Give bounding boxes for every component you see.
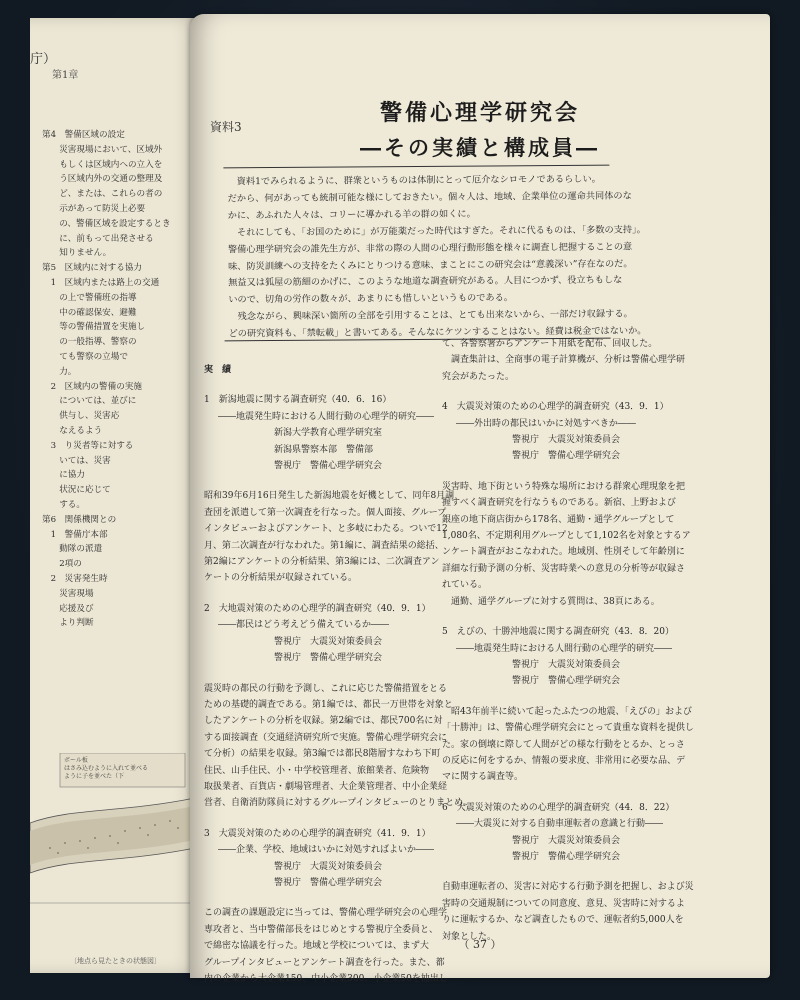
left-page-line: に、前もって出発させる xyxy=(42,233,154,244)
entry-body-line: 自動車運転者の、災害に対応する行動予測を把握し、および災 xyxy=(442,882,694,893)
entry-body-line: 通勤、通学グループに対する質問は、38頁にある。 xyxy=(442,596,660,607)
entry-title: 4 大震災対策のための心理学的調査研究（43．9．1） xyxy=(442,402,669,413)
spacer xyxy=(204,474,444,488)
entry-org: 新潟大学教育心理学研究室 xyxy=(274,428,383,439)
left-page-line: する。 xyxy=(42,499,85,510)
entry-subtitle: ――地震発生時における人間行動の心理学的研究―― xyxy=(218,411,435,422)
left-page-line: いては、災害 xyxy=(42,455,111,466)
left-page xyxy=(30,18,205,973)
left-page-line: に協力 xyxy=(42,470,85,481)
left-page-line: 2 区域内の警備の実施 xyxy=(42,381,142,392)
left-page-line: 災害現場において、区域外 xyxy=(42,144,163,155)
entry-body-line: て分析）の結果を収録。第3編では都民8階層すなわち下町 xyxy=(204,749,441,760)
entry-body-line: インタビューおよびアンケート、と多岐にわたる。ついで12 xyxy=(204,524,448,535)
entry-org: 警視庁 大震災対策委員会 xyxy=(512,435,621,446)
entry-body-line: マに関する調査等。 xyxy=(442,772,524,783)
entry-body-line: で綿密な協議を行った。地域と学校については、まず大 xyxy=(204,941,429,952)
left-page-line: については、並びに xyxy=(42,396,137,407)
entry-org: 警視庁 警備心理学研究会 xyxy=(512,851,621,862)
entry-org: 警視庁 警備心理学研究会 xyxy=(274,877,383,888)
intro-line: それにしても、「お国のために」が万能薬だった時代はすぎた。それに代るものは、「多数の支持」。 xyxy=(237,224,646,238)
intro-line: 残念ながら、興味深い箇所の全部を引用することは、とても出来ないから、一部だけ収録する。 xyxy=(237,308,633,323)
entry-body-line: 営者、自衛消防隊員に対するグループインタビューのとりまとめ。 xyxy=(204,798,472,809)
page-subtitle: ―その実績と構成員― xyxy=(360,135,600,160)
intro-line: だから、何があっても統制可能な様にしておきたい。個々人は、地域、企業単位の運命共同体のな xyxy=(227,190,632,205)
entry-body-line: 1,080名、不定期利用グループとして1,102名を対象とするア xyxy=(442,531,691,542)
left-page-line: 1 区域内または路上の交通 xyxy=(42,277,160,288)
left-page-line: 状況に応じて xyxy=(42,485,111,496)
left-page-line: 1 警備庁本部 xyxy=(42,529,108,540)
figure-label-line: はさみ込むように入れて並べる xyxy=(64,765,149,772)
entry-body-line: この調査の課題設定に当っては、警備心理学研究会の心理学 xyxy=(204,908,448,919)
spacer xyxy=(442,610,672,624)
entry-body-line: 査団を派遣して第一次調査を行なった。個人面接、グループ xyxy=(204,507,447,518)
spacer xyxy=(442,385,672,399)
spacer xyxy=(442,690,672,704)
intro-line: いので、切角の労作の数々が、あまりにも惜しいというものである。 xyxy=(228,292,513,306)
entry-org: 警視庁 大震災対策委員会 xyxy=(512,835,621,846)
entry-body-line: 内の企業から大企業150、中小企業300、小企業50を抽出し xyxy=(204,974,448,984)
document-tag: 資料3 xyxy=(210,120,242,134)
entry-org: 警視庁 警備心理学研究会 xyxy=(512,451,621,462)
entry-body-line: 握すべく調査研究を行なうものである。新宿、上野および xyxy=(442,498,676,509)
section-heading: 実 績 xyxy=(204,365,232,375)
left-page-line: の、警備区域を設定するとき xyxy=(42,218,171,229)
left-page-chapter: 第1章 xyxy=(52,70,79,81)
intro-line: 資料1でみられるように、群衆というものは体制にとって厄介なシロモノであるらしい。 xyxy=(236,173,601,188)
entry-title: 1 新潟地震に関する調査研究（40．6．16） xyxy=(204,395,392,406)
left-page-line: の上で警備班の指導 xyxy=(42,292,137,303)
intro-box xyxy=(223,165,647,342)
lead-line: て、各警察署からアンケート用紙を配布、回収した。 xyxy=(442,339,658,349)
left-page-line: もしくは区域内への立入を xyxy=(42,159,163,170)
entry-body-line: する面接調査（交通経済研究所で実施。警備心理学研究会に xyxy=(204,732,448,743)
figure-label-line: ように子を並べた（下 xyxy=(64,773,125,780)
spacer xyxy=(204,587,444,601)
entry-body-line: 対象とした。 xyxy=(442,931,497,942)
intro-line: 味、防災訓練への支持をたくみにとりつける意味、まことにこの研究会は“意義深い”存在なのだ。 xyxy=(228,258,633,272)
entry-body-line: た。家の倒壊に際して人間がどの様な行動をとるか、とっさ xyxy=(442,739,685,750)
entry-subtitle: ――都民はどう考えどう備えているか―― xyxy=(218,620,390,631)
entry-body-line: の反応に何をするか、情報の要求度、非常用に必要な品、デ xyxy=(442,755,686,766)
left-page-figure-caption: 〔地点ら見たときの状態図〕 xyxy=(70,957,161,965)
left-page-line: 動隊の派遣 xyxy=(42,544,103,555)
entry-body-line: 害時の交通規制についての同意度、意見、災害時に対するよ xyxy=(442,898,685,909)
entry-body-line: れている。 xyxy=(442,580,488,591)
left-page-text xyxy=(42,128,192,631)
entry-body-line: ための基礎的調査である。第1編では、都民一万世帯を対象と xyxy=(204,699,453,710)
left-page-line: 第5 区域内に対する協力 xyxy=(42,263,142,274)
spacer xyxy=(204,667,444,681)
entry-title: 6 大震災対策のための心理学的調査研究（44．8．22） xyxy=(442,802,675,813)
entry-body-line: ンケート調査がおこなわれた。地域別、性別そして年齢別に xyxy=(442,547,685,558)
right-page xyxy=(190,14,770,984)
entry-body-line: 第2編にアンケートの分析結果、第3編には、二次調査アン xyxy=(204,557,440,568)
left-page-line: 供与し、災害応 xyxy=(42,411,120,422)
left-page-line: 2項の xyxy=(42,559,82,570)
intro-line: どの研究資料も、「禁転載」と書いてある。そんなにケツンすることはない。経費は税金ではないか。 xyxy=(228,325,647,340)
column-right xyxy=(442,336,694,945)
left-page-line: 3 り災者等に対する xyxy=(42,440,134,451)
spacer xyxy=(442,786,672,800)
page-title: 警備心理学研究会 xyxy=(379,100,580,126)
entry-org: 警視庁 大震災対策委員会 xyxy=(274,861,383,872)
entry-org: 新潟県警察本部 警備部 xyxy=(274,444,374,455)
intro-line: 無益又は狐屋の筋細のかげに、このような地道な調査研究がある。人目につかず、役立ちもしな xyxy=(228,275,623,289)
left-page-figure xyxy=(30,753,195,953)
entry-body-line: グループインタビューとアンケート調査を行った。また、都 xyxy=(204,957,445,968)
entry-body-line: したアンケートの分析を収録。第2編では、都民700名に対 xyxy=(204,716,443,727)
entry-subtitle: ――大震災に対する自動車運転者の意識と行動―― xyxy=(456,819,664,830)
entry-org: 警視庁 警備心理学研究会 xyxy=(274,461,383,472)
spacer xyxy=(204,812,444,826)
left-page-line: より判断 xyxy=(42,618,94,629)
entry-body-line: 専攻者と、当中警備部長をはじめとする警視庁全委員と、 xyxy=(204,924,439,935)
entry-title: 2 大地震対策のための心理学的調査研究（40．9．1） xyxy=(204,603,431,614)
entry-body-line: 災害時、地下街という特殊な場所における群衆心理現象を把 xyxy=(442,481,686,492)
entry-org: 警視庁 大震災対策委員会 xyxy=(512,659,621,670)
figure-label-line: ボール板 xyxy=(64,757,88,764)
lead-line: 調査集計は、全商事の電子計算機が、分析は警備心理学研 xyxy=(442,355,686,366)
spacer xyxy=(204,378,444,392)
left-page-line: 知りません。 xyxy=(42,248,112,259)
left-page-line: 災害現場 xyxy=(42,588,94,599)
left-page-line: ど、または、これらの者の xyxy=(42,189,163,200)
left-page-line: 示があって防災上必要 xyxy=(42,203,146,214)
entry-body-line: 震災時の都民の行動を予測し、これに応じた警備措置をとる xyxy=(204,683,448,694)
page-number: （ 37 ） xyxy=(458,938,502,951)
entry-org: 警視庁 警備心理学研究会 xyxy=(512,676,621,687)
entry-body-line: 昭和39年6月16日発生した新潟地震を好機として、同年8月調 xyxy=(204,491,455,502)
entry-subtitle: ――地震発生時における人間行動の心理学的研究―― xyxy=(456,643,673,654)
entry-body-line: 「十勝沖」は、警備心理学研究会にとって貴重な資料を提供し xyxy=(442,723,694,734)
entry-body-line: ケートの分析結果が収録されている。 xyxy=(204,573,358,584)
intro-line: 警備心理学研究会の誰先生方が、非常の際の人間の心理行動形態を様々に調査し把握することの意 xyxy=(227,241,633,255)
left-page-header: 庁） xyxy=(30,52,57,67)
left-page-line: 応援及び xyxy=(42,603,94,614)
entry-body-line: 銀座の地下商店街から178名、通勤・通学グループとして xyxy=(442,514,675,525)
lead-line: 究会があたった。 xyxy=(442,371,515,382)
entry-body-line: 取扱業者、百貨店・劇場管理者、大企業管理者、中小企業経 xyxy=(204,781,448,792)
left-page-line: 力。 xyxy=(42,366,77,377)
entry-subtitle: ――外出時の都民はいかに対処すべきか―― xyxy=(456,418,636,429)
entry-title: 5 えびの、十勝沖地震に関する調査研究（43．8．20） xyxy=(442,627,674,638)
entry-body-line: 月、第二次調査が行なわれた。第1編に、調査結果の総括、 xyxy=(204,540,444,551)
entry-body-line: りに運転するか、など調査したもので、運転者約5,000人を xyxy=(442,915,684,926)
left-page-line: 2 災害発生時 xyxy=(42,573,108,584)
entry-subtitle: ――企業、学校、地域はいかに対処すればよいか―― xyxy=(218,845,435,856)
entry-org: 警視庁 大震災対策委員会 xyxy=(274,636,383,647)
entry-title: 3 大震災対策のための心理学的調査研究（41．9．1） xyxy=(204,828,431,839)
left-page-line: ても警察の立場で xyxy=(42,351,128,362)
spacer xyxy=(442,465,672,479)
left-page-line: 第6 関係機関との xyxy=(42,514,117,525)
left-page-line: 第4 警備区域の設定 xyxy=(42,130,125,140)
left-page-line: なえるよう xyxy=(42,425,103,436)
left-page-line: う区域内外の交通の整理及 xyxy=(42,174,163,185)
column-left xyxy=(204,362,472,987)
spacer xyxy=(442,865,672,879)
entry-org: 警視庁 警備心理学研究会 xyxy=(274,653,383,664)
entry-body-line: 昭43年前半に続いて起ったふたつの地震、「えびの」および xyxy=(442,706,692,717)
left-page-line: 等の警備措置を実施し xyxy=(42,322,146,333)
left-page-line: の一般指導、警察の xyxy=(42,337,137,348)
entry-body-line: 詳細な行動予測の分析、災害時業への意見の分析等が収録さ xyxy=(442,563,686,574)
left-page-line: 中の確認保安、避難 xyxy=(42,307,137,318)
entry-body-line: 住民、山手住民、小・中学校管理者、旅館業者、危険物 xyxy=(204,765,430,776)
spacer xyxy=(204,891,444,905)
intro-line: かに、あふれた人々は、コリーに導かれる羊の群の如くに。 xyxy=(227,208,476,222)
